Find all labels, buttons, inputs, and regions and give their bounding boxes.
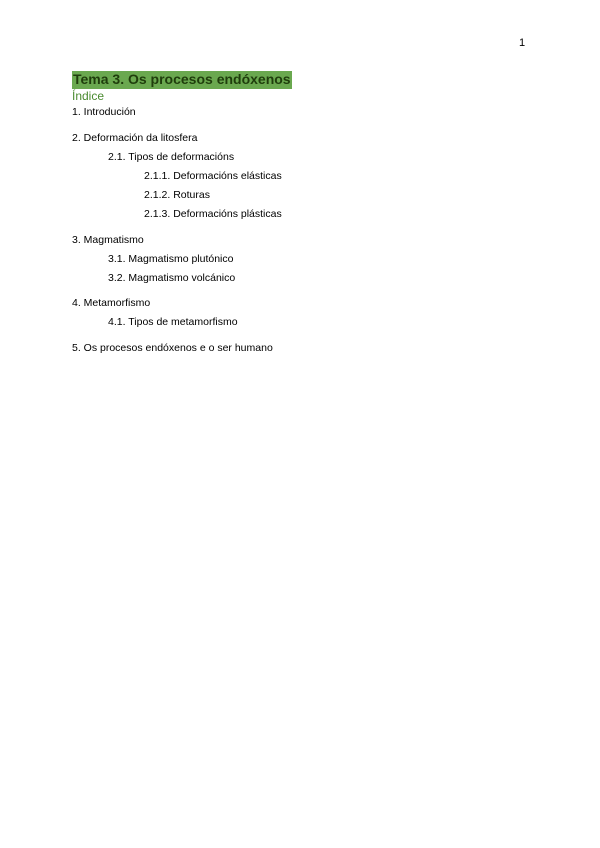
toc-entry-5[interactable]: 5. Os procesos endóxenos e o ser humano	[72, 342, 273, 354]
toc-entry-3[interactable]: 3. Magmatismo	[72, 234, 144, 246]
toc-entry-3-2[interactable]: 3.2. Magmatismo volcánico	[108, 272, 236, 284]
toc-entry-2-1-3[interactable]: 2.1.3. Deformacións plásticas	[144, 208, 282, 220]
toc-entry-2-1-2[interactable]: 2.1.2. Roturas	[144, 189, 210, 201]
toc-entry-3-1[interactable]: 3.1. Magmatismo plutónico	[108, 253, 234, 265]
toc-entry-2-1[interactable]: 2.1. Tipos de deformacións	[108, 151, 235, 163]
toc-entry-4-1[interactable]: 4.1. Tipos de metamorfismo	[108, 316, 238, 328]
page-number: 1	[519, 37, 526, 49]
document-title: Tema 3. Os procesos endóxenos	[73, 71, 291, 87]
index-heading: Índice	[72, 89, 105, 103]
toc-entry-4[interactable]: 4. Metamorfismo	[72, 297, 151, 309]
toc-entry-2[interactable]: 2. Deformación da litosfera	[72, 132, 198, 144]
toc-entry-1[interactable]: 1. Introdución	[72, 106, 136, 118]
toc-entry-2-1-1[interactable]: 2.1.1. Deformacións elásticas	[144, 170, 282, 182]
